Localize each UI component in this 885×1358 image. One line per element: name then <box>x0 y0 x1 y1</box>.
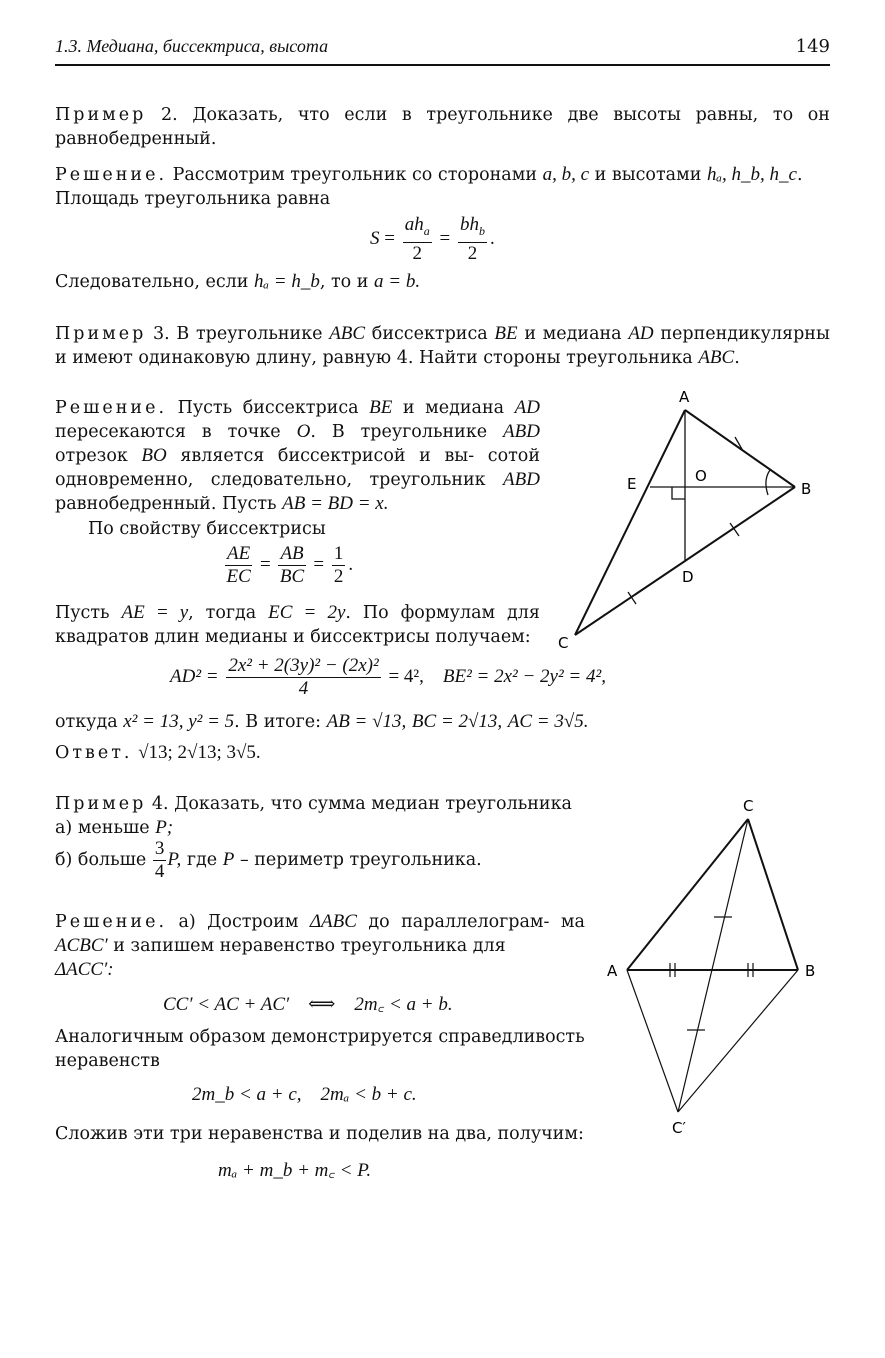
similarly-text: Аналогичным образом демонстрируется справедливость неравенств <box>55 1027 585 1071</box>
label-A: A <box>607 962 618 980</box>
inequality-cc: CC′ < AC + AC′ ⟺ 2m꜀ < a + b. <box>163 994 453 1015</box>
example2-solution: Решение. Рассмотрим треугольник со сторонами a, b, c и высотами hₐ, h_b, h_c. Площадь треугольника равна <box>55 164 803 209</box>
label-E: E <box>627 475 637 493</box>
label-C-prime: C′ <box>672 1119 686 1137</box>
area-formula: S = $\frac{ah_a}{2}$ = $\frac{bh_b}{2}$ . <box>370 214 495 264</box>
side-ac-prime <box>627 970 678 1112</box>
right-angle-mark <box>672 487 685 499</box>
side-bc-prime <box>678 970 798 1112</box>
inequalities-2-3: 2m_b < a + c, 2mₐ < b + c. <box>192 1084 417 1105</box>
final-inequality: mₐ + m_b + m꜀ < P. <box>218 1160 372 1181</box>
label-C: C <box>743 797 754 815</box>
header-rule <box>55 64 830 66</box>
example3-solution: Решение. Пусть биссектриса BE и медиана AD пересекаются в точке O. В треугольнике ABD отрезок BO является биссектрисой и вы- сотой одновременно, следовательно, треугольник ABD равнобедренный. Пусть AB = BD = x. <box>55 397 540 514</box>
example2-conclusion: Следовательно, если hₐ = h_b, то и a = b. <box>55 271 421 292</box>
summing-text: Сложив эти три неравенства и поделив на два, получим: <box>55 1124 584 1144</box>
label-B: B <box>805 962 816 980</box>
label-O: O <box>695 467 707 485</box>
running-header: 1.3. Медиана, биссектриса, высота <box>55 36 329 56</box>
angle-arc <box>766 470 770 495</box>
label-A: A <box>679 388 690 406</box>
solution-label: Решение. <box>55 165 168 185</box>
example4-statement: Пример 4. Доказать, что сумма медиан треугольника а) меньше P; <box>55 794 572 838</box>
example3-answer: Ответ. √13; 2√13; 3√5. <box>55 742 261 763</box>
bisector-property-text: По свойству биссектрисы <box>88 519 326 539</box>
example2-statement: Пример 2. Доказать, что если в треугольнике две высоты равны, то он равнобедренный. <box>55 105 830 149</box>
median-formula: AD² = $\frac{\text{2x² + 2(3y)² − (2x)²}}{4}$ = 4², BE² = 2x² − 2y² = 4², <box>170 655 606 699</box>
side-cb <box>748 819 798 970</box>
label-C: C <box>558 634 569 652</box>
page-number: 149 <box>795 36 830 57</box>
side-ac <box>575 410 685 635</box>
bisector-formula: $\frac{AE}{EC}$ = $\frac{AB}{BC}$ = $\frac{1}{2}$ . <box>226 543 354 587</box>
example3-result: откуда x² = 13, y² = 5. В итоге: AB = √13, BC = 2√13, AC = 3√5. <box>55 711 589 732</box>
example3-statement: Пример 3. В треугольнике ABC биссектриса BE и медиана AD перпендикулярны и имеют одинаковую длину, равную 4. Найти стороны треугольника ABC. <box>55 323 830 368</box>
figure-triangle-abc <box>550 385 830 655</box>
example2-heading: Пример <box>55 105 147 125</box>
label-D: D <box>682 568 694 586</box>
example4-solution: Решение. а) Достроим ΔABC до параллелограм- ма ACBC′ и запишем неравенство треугольника для ΔACC′: <box>55 911 585 980</box>
figure-parallelogram <box>600 795 830 1160</box>
example3-let: Пусть AE = y, тогда EC = 2y. По формулам для квадратов длин медианы и биссектрисы получаем: <box>55 602 540 647</box>
label-B: B <box>801 480 812 498</box>
example4-item-b: б) больше $\frac{3}{4}$ P, где P – периметр треугольника. <box>55 838 482 882</box>
